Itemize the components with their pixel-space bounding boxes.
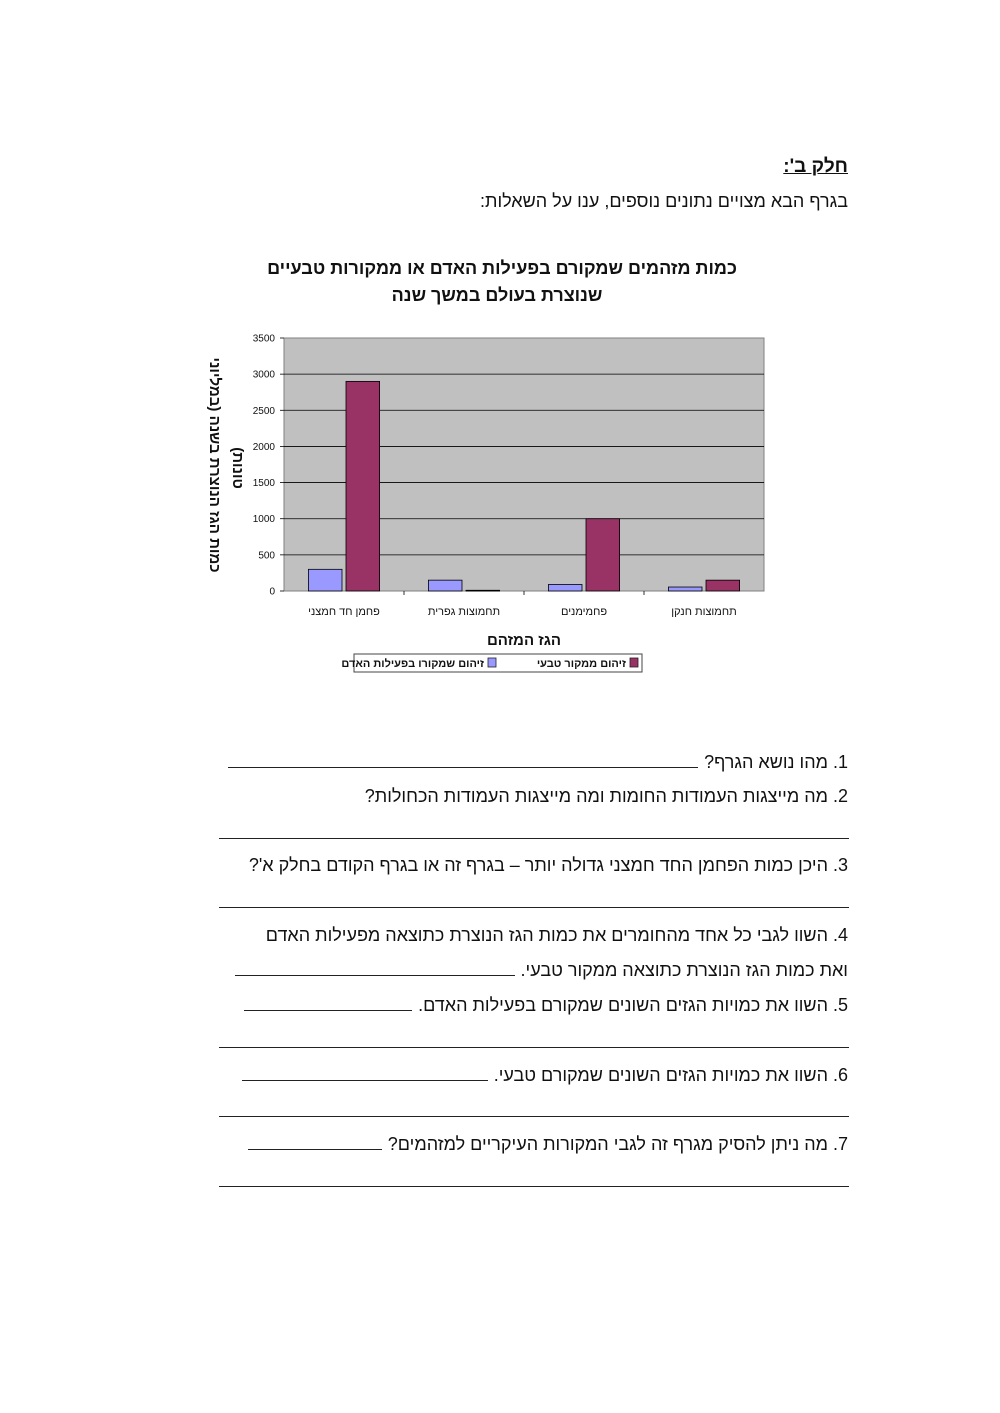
question-4a: 4. השוו לגבי כל אחד מהחומרים את כמות הגז הנוצרת כתוצאה מפעילות האדם [265,925,848,945]
question-4b [235,959,848,981]
answer-line-7[interactable] [219,1186,849,1187]
y-tick-label: 3500 [252,333,275,345]
question-3: 3. היכן כמות הפחמן החד חמצני גדולה יותר – בגרף זה או בגרף הקודם בחלק א'? [248,855,848,875]
bar-human [428,580,462,591]
legend [341,654,642,672]
x-axis-label: הגז המזהם [486,632,562,649]
bar-natural [706,580,740,591]
answer-blank-5[interactable] [244,994,412,1011]
question-2: 2. מה מייצגות העמודות החומות ומה מייצגות העמודות הכחולות? [364,786,848,806]
bar-natural [586,519,620,591]
legend-swatch-natural [630,658,638,667]
bar-human [668,587,702,591]
y-tick-label: 2000 [252,441,275,453]
bar-chart [0,0,1000,700]
y-tick-label: 3000 [252,369,275,381]
bar-human [308,569,342,591]
y-tick-labels [253,334,284,598]
intro-text: בגרף הבא מצויים נתונים נוספים, ענו על השאלות: [480,191,848,211]
y-tick-label: 0 [269,586,275,598]
answer-line-6[interactable] [219,1116,849,1117]
answer-blank-7[interactable] [248,1133,382,1150]
y-tick-label: 1000 [252,514,275,526]
y-tick-label: 2500 [252,405,275,417]
question-6-text: 6. השוו את כמויות הגזים השונים שמקורם טבעי. [493,1065,848,1085]
legend-label-natural: זיהום ממקור טבעי [536,658,626,670]
question-1-text: 1. מהו נושא הגרף? [704,752,848,772]
chart-title-line2: שנוצרת בעולם במשך שנה [391,285,603,305]
question-7 [248,1133,848,1155]
answer-line-2[interactable] [219,838,849,839]
legend-label-human: זיהום שמקורו בפעילות האדם [341,658,484,670]
y-tick-label: 1500 [252,478,275,490]
x-tick-label: פחמן חד חמצני [308,606,380,618]
question-1 [228,751,848,773]
question-6 [242,1064,848,1086]
answer-line-5[interactable] [219,1047,849,1048]
question-4b-text: ואת כמות הגז הנוצרת כתוצאה ממקור טבעי. [520,960,848,980]
chart-title-line1: כמות מזהמים שמקורם בפעילות האדם או ממקורות טבעיים [267,258,737,278]
question-7-text: 7. מה ניתן להסיק מגרף זה לגבי המקורות העיקריים למזהמים? [387,1134,848,1154]
y-axis-label-line1: כמות הגז הנוצרת בשנה (במליוני [206,357,223,573]
x-tick-labels [308,591,737,618]
bar-natural [466,590,500,591]
section-title: חלק ב': [783,156,848,177]
y-tick-label: 500 [258,550,275,562]
legend-swatch-human [488,658,496,667]
x-tick-label: תחמוצות חנקן [671,606,737,618]
answer-blank-4[interactable] [235,959,515,976]
question-5-text: 5. השוו את כמויות הגזים השונים שמקורם בפעילות האדם. [418,995,848,1015]
answer-blank-6[interactable] [242,1064,488,1081]
bar-natural [346,381,380,591]
bar-human [548,584,582,591]
answer-blank-1[interactable] [228,751,698,768]
answer-line-3[interactable] [219,907,849,908]
question-5 [244,994,848,1016]
y-axis-label-line2: טונות) [229,447,246,489]
x-tick-label: פחמימנים [560,606,608,618]
x-tick-label: תחמוצות גפרית [427,606,501,618]
